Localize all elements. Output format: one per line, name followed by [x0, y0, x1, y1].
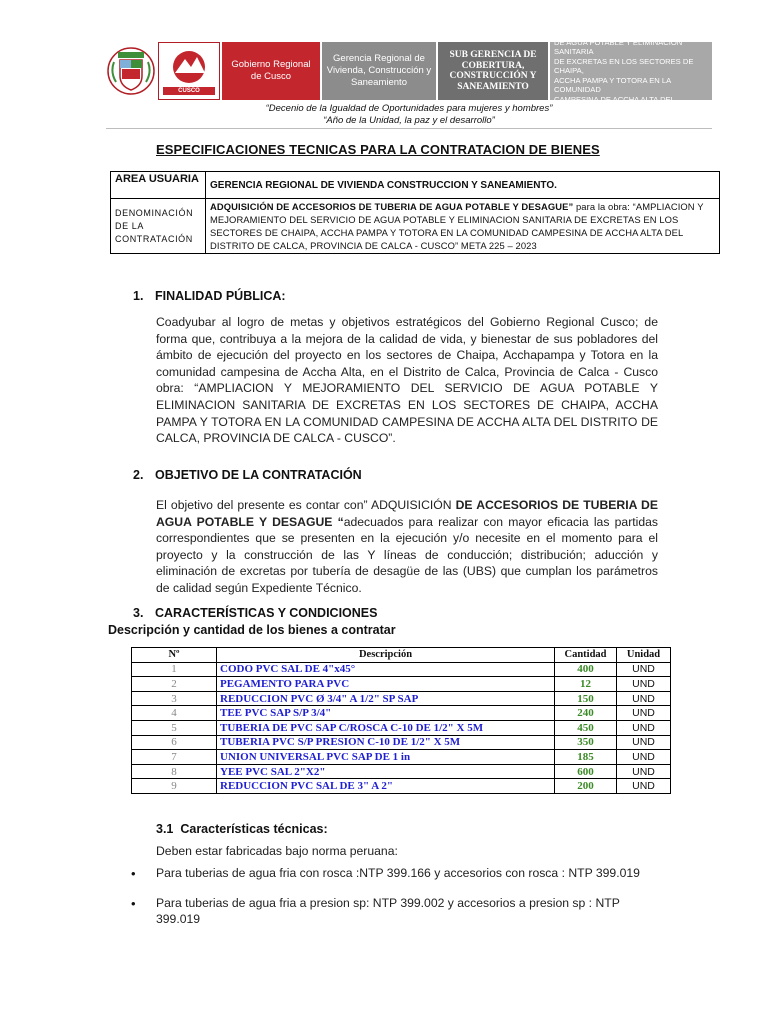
row-unit: UND — [617, 691, 671, 706]
row-number: 7 — [132, 750, 217, 765]
row-quantity: 350 — [555, 735, 617, 750]
col-header-unit: Unidad — [617, 648, 671, 663]
goods-row — [132, 779, 671, 794]
goods-row — [132, 691, 671, 706]
goods-row — [132, 662, 671, 677]
row-quantity: 450 — [555, 720, 617, 735]
header-gerencia-regional: Gerencia Regional de Vivienda, Construcción y Saneamiento — [322, 42, 436, 100]
header-gobierno-regional: Gobierno Regional de Cusco — [222, 42, 320, 100]
goods-table-header — [132, 648, 671, 663]
header-project-line: CAMPESINA DE ACCHA ALTA DEL DISTRITO DE — [554, 94, 675, 113]
goods-table — [131, 647, 671, 794]
section2-title: OBJETIVO DE LA CONTRATACIÓN — [155, 468, 362, 482]
area-usuaria-value: GERENCIA REGIONAL DE VIVIENDA CONSTRUCCION Y SANEAMIENTO. — [206, 172, 720, 199]
denominacion-bold: ADQUISICIÓN DE ACCESORIOS DE TUBERIA DE AGUA POTABLE Y DESAGUE” — [210, 201, 574, 212]
info-row-area — [111, 172, 720, 199]
row-description: CODO PVC SAL DE 4"x45° — [217, 662, 555, 677]
info-row-denominacion — [111, 199, 720, 254]
bullet-item-2: Para tuberias de agua fria a presion sp: NTP 399.002 y accesorios a presion sp : NTP 399.019 — [156, 896, 620, 926]
row-description: PEGAMENTO PARA PVC — [217, 677, 555, 692]
info-table — [110, 171, 720, 254]
row-number: 1 — [132, 662, 217, 677]
denominacion-label: DENOMINACIÓN DE LA CONTRATACIÓN — [111, 199, 206, 254]
row-unit: UND — [617, 735, 671, 750]
row-quantity: 150 — [555, 691, 617, 706]
row-quantity: 185 — [555, 750, 617, 765]
subsection31-heading — [156, 822, 328, 836]
row-description: UNION UNIVERSAL PVC SAP DE 1 in — [217, 750, 555, 765]
row-unit: UND — [617, 720, 671, 735]
denominacion-value — [206, 199, 720, 254]
motto-decenio: “Decenio de la Igualdad de Oportunidades para mujeres y hombres” — [265, 103, 553, 114]
header-project-line: DE EXCRETAS EN LOS SECTORES DE CHAIPA, — [554, 56, 694, 76]
section1-text: Coadyubar al logro de metas y objetivos estratégicos del Gobierno Regional Cusco; de forma que, contribuya a la mejora de la calidad de vida, y bienestar de sus pobladores del ámbito de ejecución del proyecto en los sectores de Chaipa, Acchapampa y Totora en la comunidad campesina de Accha Alta, en el Distrito de Calca, Provincia de Calca - Cusco obra: “AMPLIACION Y MEJORAMIENTO DEL SERVICIO DE AGUA POTABLE Y ELIMINACION SANITARIA DE EXCRETAS EN LOS SECTORES DE CHAIPA, ACCHA PAMPA Y TOTORA EN LA COMUNIDAD CAMPESINA DE ACCHA ALTA DEL DISTRITO DE CALCA, PROVINCIA DE CALCA - CUSCO”. — [156, 315, 658, 446]
cusco-region-logo — [158, 42, 220, 100]
bullet-dot-1: • — [131, 866, 136, 881]
section1-number: 1. — [133, 289, 144, 303]
row-unit: UND — [617, 706, 671, 721]
section1-title: FINALIDAD PÚBLICA: — [155, 289, 286, 303]
section2-heading — [133, 468, 362, 482]
section2-text-b: adecuados para realizar con mayor eficacia las partidas correspondientes que se presenten en la ejecución y/o necesite en el momento para el proyecto y la construcción de las Y líneas de conducción; distribución; aducción y eliminación de excretas por tubería de desagüe de las (UBS) que cumplan los parámetros de calidad según Expediente Técnico. — [156, 514, 659, 595]
area-usuaria-label: AREA USUARIA — [111, 172, 206, 199]
section3-heading — [133, 606, 377, 620]
bullet-dot-2: • — [131, 896, 136, 911]
section3-subtitle: Descripción y cantidad de los bienes a contratar — [108, 623, 396, 637]
row-unit: UND — [617, 677, 671, 692]
section2-text-a: El objetivo del presente es contar con” ADQUISICIÓN — [156, 498, 456, 512]
row-number: 9 — [132, 779, 217, 794]
row-unit: UND — [617, 764, 671, 779]
header-divider — [106, 128, 712, 129]
document-title: ESPECIFICACIONES TECNICAS PARA LA CONTRATACION DE BIENES — [156, 142, 600, 157]
goods-row — [132, 706, 671, 721]
row-number: 8 — [132, 764, 217, 779]
header-sub-gerencia: SUB GERENCIA DE COBERTURA, CONSTRUCCIÓN Y SANEAMIENTO — [438, 42, 548, 100]
header-project-line: ACCHA PAMPA Y TOTORA EN LA COMUNIDAD — [554, 75, 671, 95]
section3-title: CARACTERÍSTICAS Y CONDICIONES — [155, 606, 378, 620]
section2-text-bold: DE ACCESORIOS DE TUBERIA DE AGUA POTABLE Y DESAGUE “ — [156, 498, 658, 529]
col-header-description: Descripción — [217, 648, 555, 663]
denominacion-rest: para la obra: “AMPLIACION Y MEJORAMIENTO DEL SERVICIO DE AGUA POTABLE Y ELIMINACION SANITARIA DE EXCRETAS EN LOS SECTORES DE CHAIPA, ACCHA PAMPA Y TOTORA EN LA COMUNIDAD CAMPESINA DE ACCHA ALTA DEL DISTRITO DE CALCA, PROVINCIA DE CALCA - CUSCO” META 225 – 2023 — [210, 201, 704, 251]
peru-seal-logo — [106, 42, 156, 100]
row-unit: UND — [617, 662, 671, 677]
goods-row — [132, 764, 671, 779]
subsection31-number: 3.1 — [156, 822, 174, 836]
row-quantity: 200 — [555, 779, 617, 794]
row-description: TEE PVC SAP S/P 3/4" — [217, 706, 555, 721]
row-description: REDUCCION PVC Ø 3/4" A 1/2" SP SAP — [217, 691, 555, 706]
section1-heading — [133, 289, 286, 303]
row-description: REDUCCION PVC SAL DE 3" A 2" — [217, 779, 555, 794]
row-number: 2 — [132, 677, 217, 692]
row-description: TUBERIA DE PVC SAP C/ROSCA C-10 DE 1/2" X 5M — [217, 720, 555, 735]
row-number: 5 — [132, 720, 217, 735]
goods-row — [132, 750, 671, 765]
header-project-name — [550, 19, 712, 123]
subsection31-title: Características técnicas: — [180, 822, 328, 836]
goods-row — [132, 677, 671, 692]
row-quantity: 12 — [555, 677, 617, 692]
header-project-line: CALCA, PROVINCIA DE CALCA - CUSCO — [554, 113, 699, 123]
cusco-logo-label: CUSCO — [178, 88, 200, 94]
goods-row — [132, 720, 671, 735]
col-header-quantity: Cantidad — [555, 648, 617, 663]
row-description: TUBERIA PVC S/P PRESION C-10 DE 1/2" X 5M — [217, 735, 555, 750]
row-unit: UND — [617, 750, 671, 765]
row-number: 3 — [132, 691, 217, 706]
header-project-line: AMPLIACION Y MEJORAMIENTO DEL SERVICIO — [554, 19, 688, 38]
row-number: 4 — [132, 706, 217, 721]
motto-ano: “Año de la Unidad, la paz y el desarrollo” — [323, 115, 495, 126]
row-unit: UND — [617, 779, 671, 794]
row-number: 6 — [132, 735, 217, 750]
row-description: YEE PVC SAL 2"X2" — [217, 764, 555, 779]
col-header-number: Nº — [132, 648, 217, 663]
header-project-line: DE AGUA POTABLE Y ELIMINACION SANITARIA — [554, 38, 683, 57]
subsection31-intro: Deben estar fabricadas bajo norma peruana: — [156, 844, 398, 858]
bullet-item-1: Para tuberias de agua fria con rosca :NTP 399.166 y accesorios con rosca : NTP 399.019 — [156, 866, 640, 880]
row-quantity: 600 — [555, 764, 617, 779]
section2-number: 2. — [133, 468, 144, 482]
row-quantity: 240 — [555, 706, 617, 721]
row-quantity: 400 — [555, 662, 617, 677]
section2-text — [156, 497, 658, 597]
section3-number: 3. — [133, 606, 144, 620]
goods-row — [132, 735, 671, 750]
